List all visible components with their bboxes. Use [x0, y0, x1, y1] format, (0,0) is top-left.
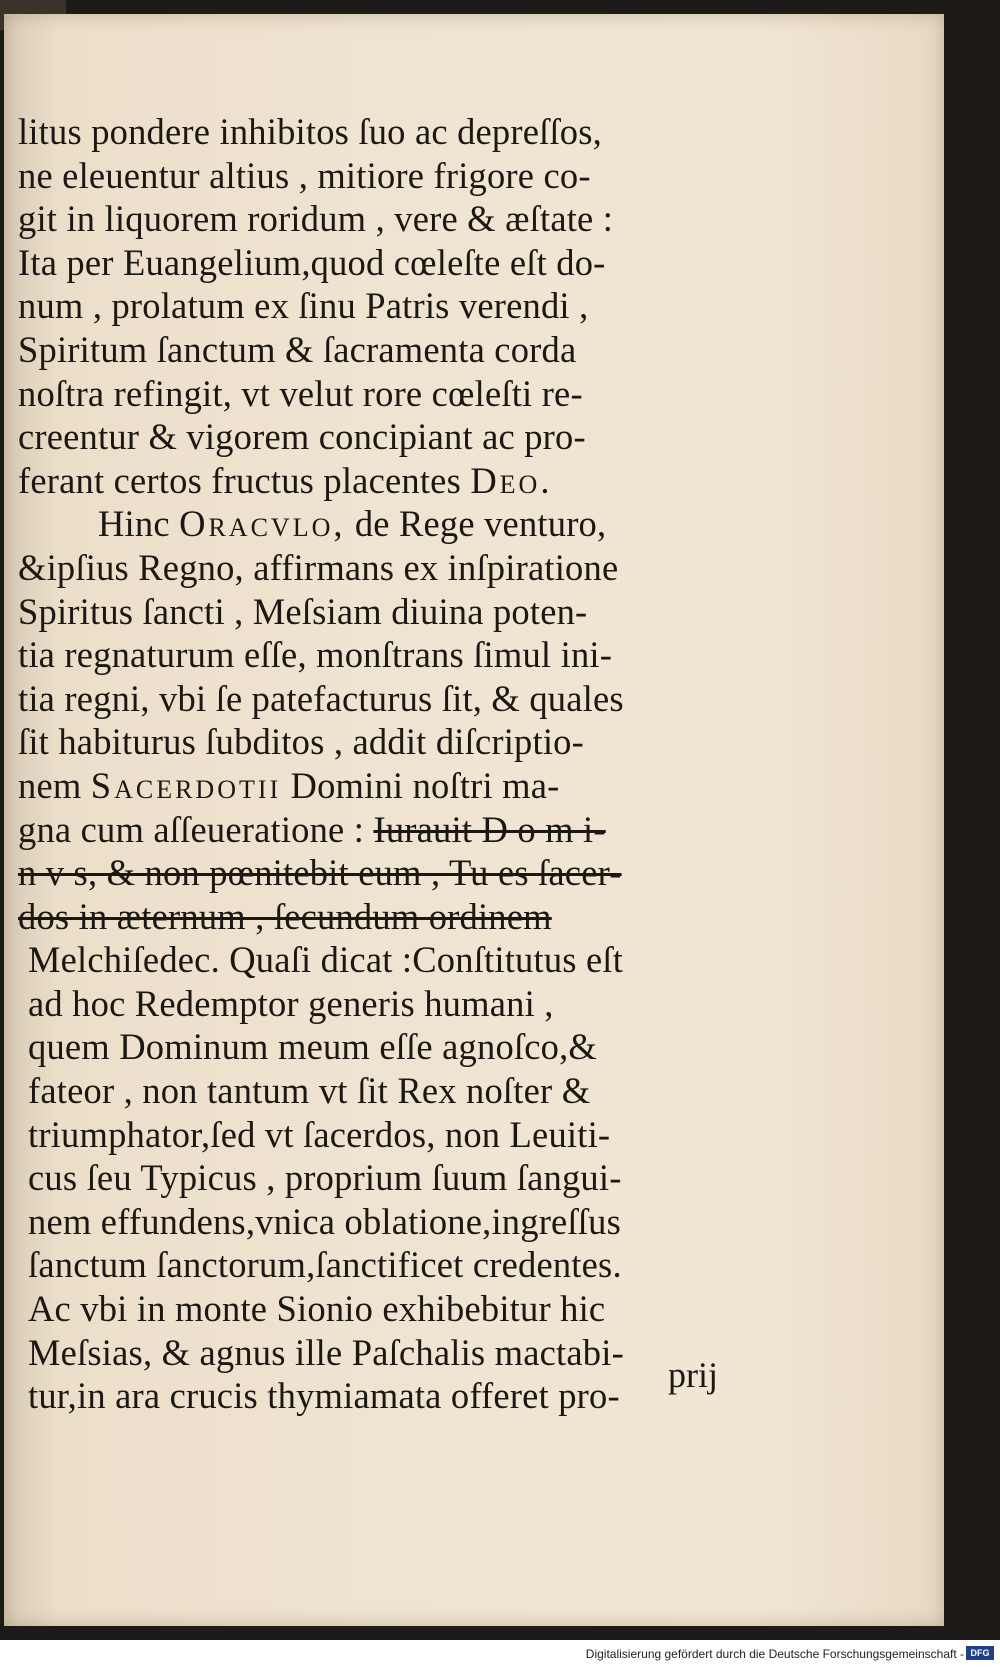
text-line: Spiritum ſanctum & ſacramenta corda: [18, 328, 577, 370]
struck-quotation: Iurauit D o m i-: [373, 808, 606, 850]
text-line: git in liquorem roridum , vere & æſtate :: [18, 198, 614, 240]
text-line: [18, 808, 738, 852]
text-line: fateor , non tantum vt ſit Rex noſter &: [28, 1070, 591, 1112]
text-line: noſtra refingit, vt velut rore cœleſti re-: [18, 372, 583, 414]
text-line: triumphator,ſed vt ſacerdos, non Leuiti-: [28, 1113, 611, 1155]
text-line: litus pondere inhibitos ſuo ac depreſſos,: [18, 111, 602, 152]
text-line: [18, 502, 738, 546]
text-line: creentur & vigorem concipiant ac pro-: [18, 416, 586, 458]
text-line: tur,in ara crucis thymiamata offeret pro-: [28, 1375, 620, 1417]
text-line: Meſsias, & agnus ille Paſchalis mactabi-: [28, 1331, 624, 1373]
text-line: Ita per Euangelium,quod cœleſte eſt do-: [18, 241, 606, 283]
text-line: quem Dominum meum eſſe agnoſco,&: [28, 1026, 597, 1068]
catchword: prij: [668, 1355, 718, 1395]
page-text: [18, 110, 738, 1418]
struck-line: n v s, & non pœnitebit eum , Tu es ſacer-: [18, 852, 622, 894]
text-line: tia regnaturum eſſe, monſtrans ſimul ini-: [18, 634, 613, 676]
funding-credit: Digitalisierung gefördert durch die Deutsche Forschungsgemeinschaft -: [585, 1647, 964, 1661]
small-caps-oraculo: Oracvlo,: [179, 503, 346, 545]
dfg-logo: DFG: [966, 1646, 994, 1660]
text-line: nem effundens,vnica oblatione,ingreſſus: [28, 1200, 621, 1242]
struck-line: dos in æternum , ſecundum ordinem: [18, 895, 552, 937]
text-line: Spiritus ſancti , Meſsiam diuina poten-: [18, 590, 588, 632]
text-fragment: gna cum aſſeueratione :: [18, 808, 365, 850]
text-line: ne eleuentur altius , mitiore frigore co-: [18, 154, 591, 196]
small-caps-sacerdotii: Sacerdotii: [90, 764, 282, 806]
text-fragment: Domini noſtri ma-: [290, 764, 560, 806]
text-line: Ac vbi in monte Sionio exhibebitur hic: [28, 1288, 606, 1330]
text-line: cus ſeu Typicus , proprium ſuum ſangui-: [28, 1157, 622, 1199]
book-page: [4, 14, 944, 1626]
text-line: ſanctum ſanctorum,ſanctificet credentes.: [28, 1244, 622, 1286]
text-line: num , prolatum ex ſinu Patris verendi ,: [18, 285, 589, 327]
text-fragment: ferant certos fructus placentes: [18, 459, 461, 501]
text-fragment: Hinc: [98, 503, 170, 545]
text-fragment: de Rege venturo,: [354, 503, 607, 545]
text-line: [18, 459, 738, 503]
text-fragment: nem: [18, 764, 82, 806]
small-caps-deo: Deo.: [470, 459, 553, 501]
text-line: &ipſius Regno, affirmans ex inſpiratione: [18, 546, 619, 588]
footer-bar: [0, 1640, 1000, 1670]
text-line: ſit habiturus ſubditos , addit diſcriptio-: [18, 721, 584, 763]
text-line: ad hoc Redemptor generis humani ,: [28, 982, 554, 1024]
text-line: Melchiſedec. Quaſi dicat :Conſtitutus eſt: [28, 939, 624, 981]
text-line: tia regni, vbi ſe patefacturus ſit, & quales: [18, 677, 624, 719]
text-line: [18, 764, 738, 808]
